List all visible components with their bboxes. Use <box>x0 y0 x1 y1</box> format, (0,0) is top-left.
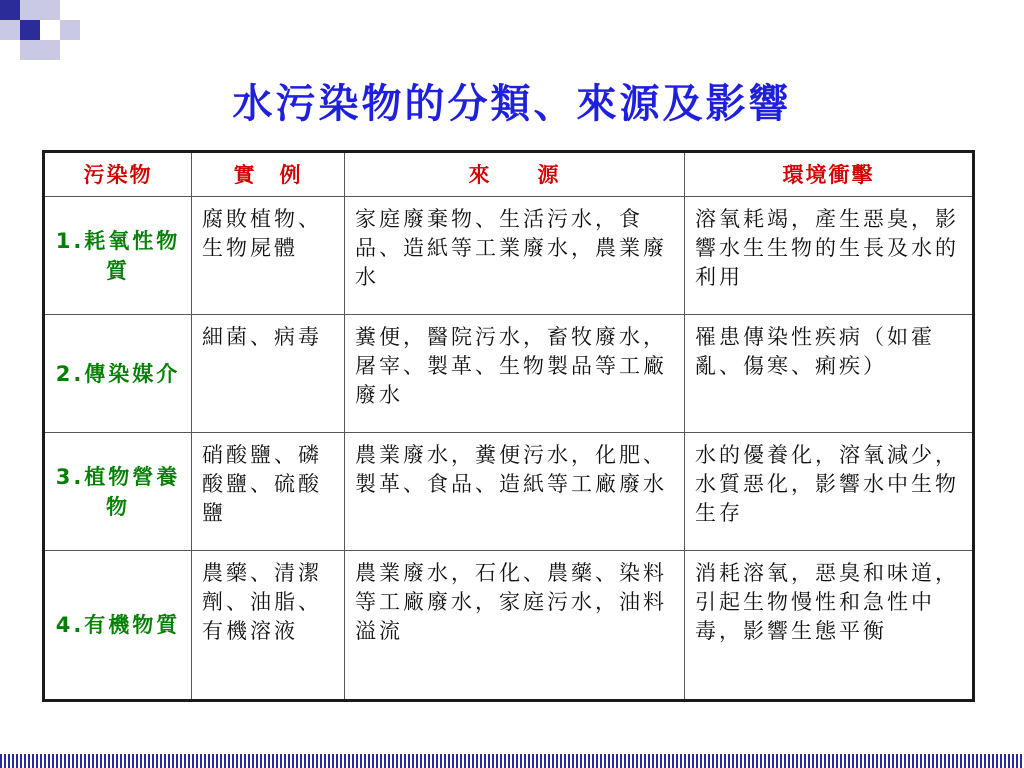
examples-cell: 農藥、清潔劑、油脂、有機溶液 <box>192 551 345 701</box>
table-row <box>44 315 974 433</box>
header-pollutant: 污染物 <box>44 152 192 197</box>
row-number: 2. <box>55 361 85 386</box>
source-cell: 農業廢水，糞便污水，化肥、製革、食品、造紙等工廠廢水 <box>345 433 685 551</box>
table-row <box>44 197 974 315</box>
impact-cell: 溶氧耗竭，產生惡臭，影響水生生物的生長及水的利用 <box>685 197 974 315</box>
source-cell: 農業廢水，石化、農藥、染料等工廠廢水，家庭污水，油料溢流 <box>345 551 685 701</box>
header-examples: 實 例 <box>192 152 345 197</box>
source-cell: 糞便，醫院污水，畜牧廢水，屠宰、製革、生物製品等工廠廢水 <box>345 315 685 433</box>
category-label: 植物營養物 <box>84 464 181 519</box>
impact-cell: 水的優養化，溶氧減少，水質惡化，影響水中生物生存 <box>685 433 974 551</box>
category-label: 傳染媒介 <box>84 360 181 386</box>
corner-decoration <box>0 0 80 60</box>
header-source: 來 源 <box>345 152 685 197</box>
row-number: 4. <box>55 613 85 637</box>
category-cell <box>44 551 192 701</box>
category-label: 耗氧性物質 <box>84 228 181 283</box>
category-cell <box>44 197 192 315</box>
category-label: 有機物質 <box>84 612 181 637</box>
row-number: 3. <box>55 465 85 489</box>
category-cell <box>44 433 192 551</box>
slide-title: 水污染物的分類、來源及影響 <box>232 80 792 127</box>
source-cell: 家庭廢棄物、生活污水，食品、造紙等工業廢水，農業廢水 <box>345 197 685 315</box>
examples-cell: 硝酸鹽、磷酸鹽、硫酸鹽 <box>192 433 345 551</box>
pollutant-table <box>42 150 975 702</box>
category-cell <box>44 315 192 433</box>
table-row <box>44 551 974 701</box>
table-row <box>44 433 974 551</box>
header-row <box>44 152 974 197</box>
impact-cell: 罹患傳染性疾病（如霍亂、傷寒、痢疾） <box>685 315 974 433</box>
bottom-decor-bar <box>0 754 1024 768</box>
row-number: 1. <box>55 229 85 253</box>
header-impact: 環境衝擊 <box>685 152 974 197</box>
examples-cell: 細菌、病毒 <box>192 315 345 433</box>
examples-cell: 腐敗植物、生物屍體 <box>192 197 345 315</box>
impact-cell: 消耗溶氧，惡臭和味道，引起生物慢性和急性中毒，影響生態平衡 <box>685 551 974 701</box>
